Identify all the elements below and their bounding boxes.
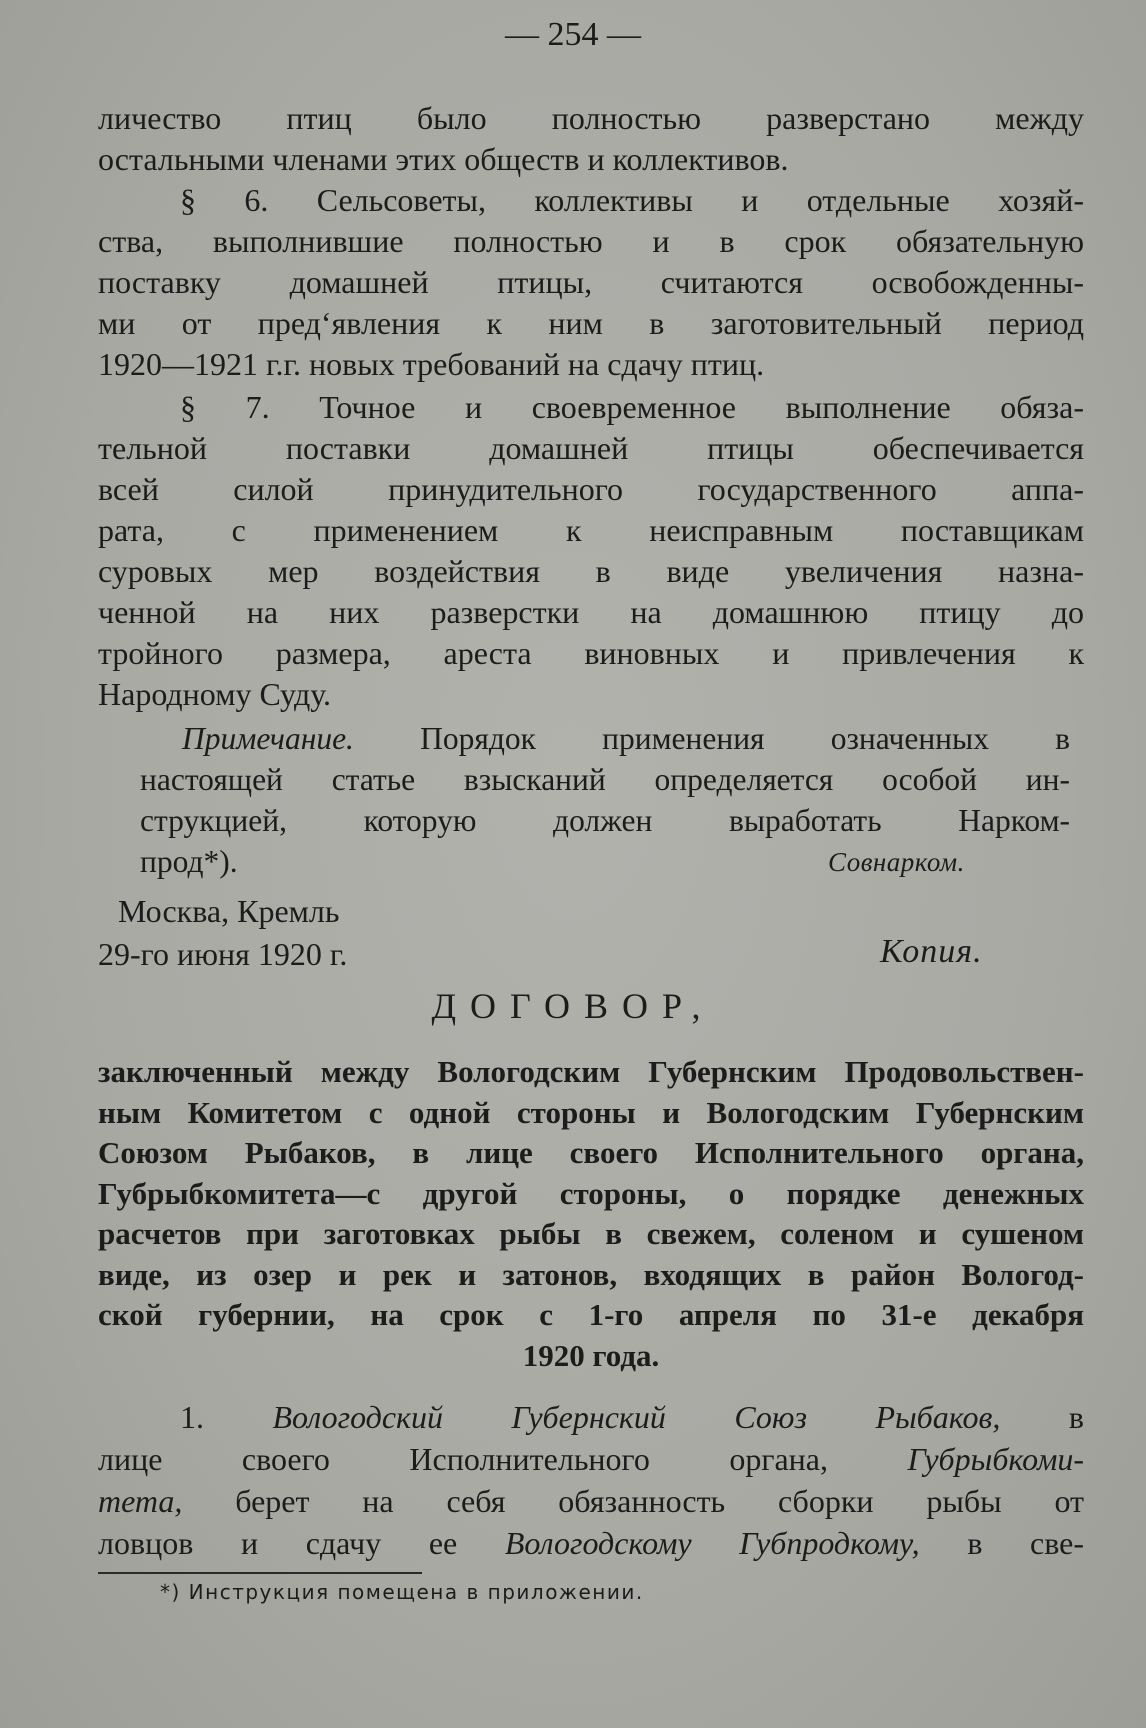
text-line: 1920 года. <box>522 1337 660 1373</box>
text-line: Союзом Рыбаков, в лице своего Исполнительного органа, <box>98 1135 1084 1170</box>
text-line: 1. Вологодский Губернский Союз Рыбаков, в <box>180 1399 1085 1435</box>
text-line: расчетов при заготовках рыбы в свежем, соленом и сушеном <box>98 1216 1084 1251</box>
signature-sovnarkom: Совнарком. <box>828 847 965 877</box>
text-line: рата, с применением к неисправным поставщикам <box>98 512 1084 548</box>
text-line: всей силой принудительного государственного аппа- <box>98 471 1084 507</box>
page-number: — 254 — <box>505 16 641 53</box>
text-line: тета, берет на себя обязанность сборки рыбы от <box>98 1483 1085 1519</box>
text-line: ства, выполнившие полностью и в срок обязательную <box>98 223 1084 259</box>
text-line: поставку домашней птицы, считаются освобожденны- <box>98 264 1084 300</box>
document-title: ДОГОВОР, <box>431 986 715 1026</box>
text-line: тельной поставки домашней птицы обеспечивается <box>98 430 1084 466</box>
text-line: ской губернии, на срок с 1-го апреля по 31-е декабря <box>98 1297 1084 1332</box>
section-7 <box>98 387 1084 715</box>
text-line: струкцией, которую должен выработать Нарком- <box>140 803 1070 838</box>
copy-mark: Копия. <box>880 933 983 970</box>
text-line: прод*). <box>140 844 238 879</box>
text-line: суровых мер воздействия в виде увеличения назна- <box>98 553 1084 589</box>
text-line: ми от пред‘явления к ним в заготовительный период <box>98 305 1084 341</box>
footnote: *) Инструкция помещена в приложении. <box>160 1580 644 1604</box>
note-label: Примечание. <box>182 721 354 756</box>
text-line: личество птиц было полностью разверстано между <box>98 100 1084 136</box>
paragraph-1 <box>98 1396 1084 1564</box>
text-line: Губрыбкомитета—с другой стороны, о порядке денежных <box>98 1175 1084 1211</box>
place-line: Москва, Кремль <box>118 893 340 929</box>
paragraph-continuation <box>98 98 1084 180</box>
text-line: тройного размера, ареста виновных и привлечения к <box>98 635 1084 671</box>
text-line: ловцов и сдачу ее Вологодскому Губпродкому, в све- <box>98 1525 1085 1561</box>
text-line: остальными членами этих обществ и коллективов. <box>98 141 789 177</box>
text-line: настоящей статье взысканий определяется особой ин- <box>140 762 1070 797</box>
footnote-divider <box>98 1572 422 1574</box>
document-subtitle <box>98 1052 1084 1376</box>
text-line: виде, из озер и рек и затонов, входящих в район Вологод- <box>98 1256 1084 1292</box>
section-6 <box>98 180 1084 385</box>
text-line: ным Комитетом с одной стороны и Вологодским Губернским <box>98 1094 1084 1130</box>
text-line: § 6. Сельсоветы, коллективы и отдельные хозяй- <box>180 182 1084 218</box>
text-line: Народному Суду. <box>98 676 332 712</box>
text-line: 1920—1921 г.г. новых требований на сдачу птиц. <box>98 346 765 382</box>
text-line: ченной на них разверстки на домашнюю птицу до <box>98 594 1084 630</box>
date-line: 29-го июня 1920 г. <box>98 936 348 972</box>
text-line: лице своего Исполнительного органа, Губрыбкоми- <box>98 1441 1085 1477</box>
text-line: § 7. Точное и своевременное выполнение обяза- <box>180 389 1084 425</box>
text-line: Примечание. Порядок применения означенных в <box>182 721 1070 756</box>
text-line: заключенный между Вологодским Губернским Продовольствен- <box>98 1054 1084 1089</box>
